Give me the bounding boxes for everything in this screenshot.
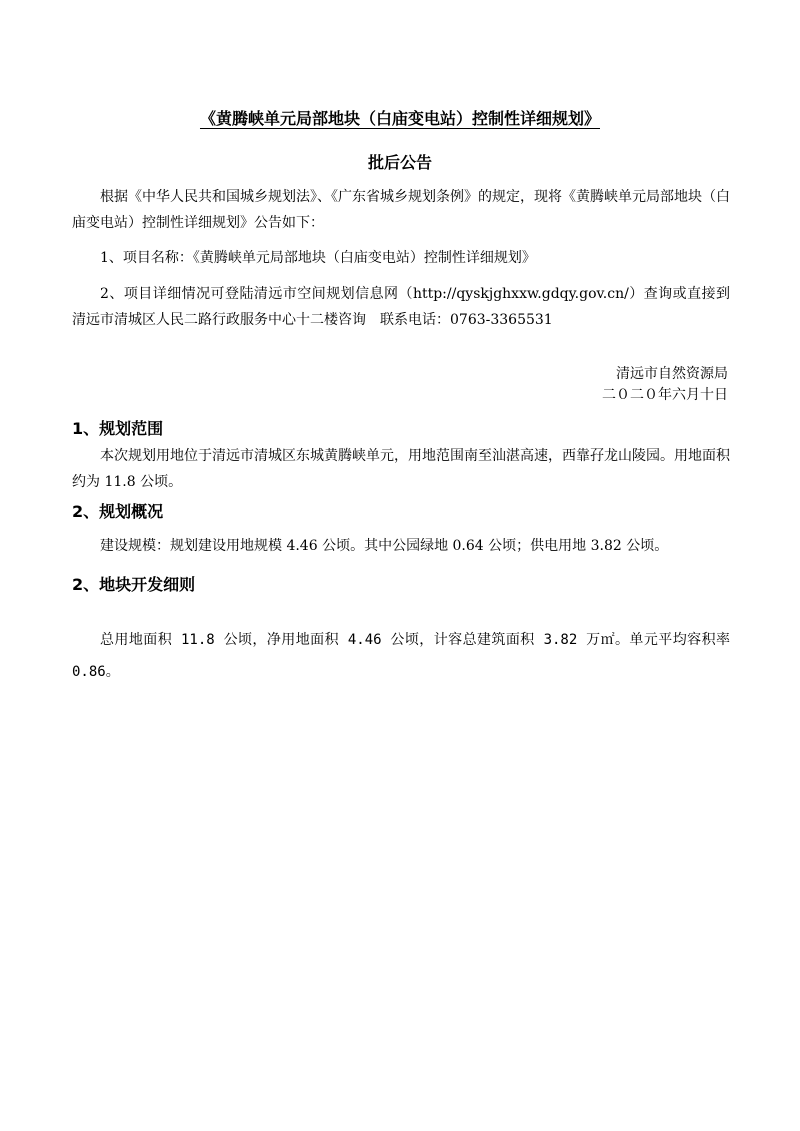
issue-date: 二０二０年六月十日 xyxy=(602,387,728,403)
issuer-name: 清远市自然资源局 xyxy=(616,366,728,382)
section-heading-details: 2、地块开发细则 xyxy=(72,575,196,594)
item-project-name: 1、项目名称：《黄腾峡单元局部地块（白庙变电站）控制性详细规划》 xyxy=(100,250,536,266)
item-project-details: 2、项目详细情况可登陆清远市空间规划信息网（http://qyskjghxxw.gdqy.gov.cn/）查询或直接到清远市清城区人民二路行政服务中心十二楼咨询 联系电话：0763-3365531 xyxy=(72,286,730,328)
section-text-details: 总用地面积 11.8 公顷，净用地面积 4.46 公顷，计容总建筑面积 3.82 万㎡。单元平均容积率 0.86。 xyxy=(72,632,730,680)
document-title-text: 《黄腾峡单元局部地块（白庙变电站）控制性详细规划》 xyxy=(199,109,600,128)
intro-paragraph: 根据《中华人民共和国城乡规划法》、《广东省城乡规划条例》的规定，现将《黄腾峡单元局部地块（白庙变电站）控制性详细规划》公告如下： xyxy=(72,189,730,231)
document-subtitle: 批后公告 xyxy=(367,153,432,172)
section-text-overview: 建设规模：规划建设用地规模 4.46 公顷。其中公园绿地 0.64 公顷；供电用地 3.82 公顷。 xyxy=(100,538,669,554)
document-title xyxy=(0,106,800,129)
section-text-scope: 本次规划用地位于清远市清城区东城黄腾峡单元，用地范围南至汕湛高速，西靠孖龙山陵园。用地面积约为 11.8 公顷。 xyxy=(72,448,730,490)
section-heading-overview: 2、规划概况 xyxy=(72,502,164,521)
section-heading-scope: 1、规划范围 xyxy=(72,419,164,438)
